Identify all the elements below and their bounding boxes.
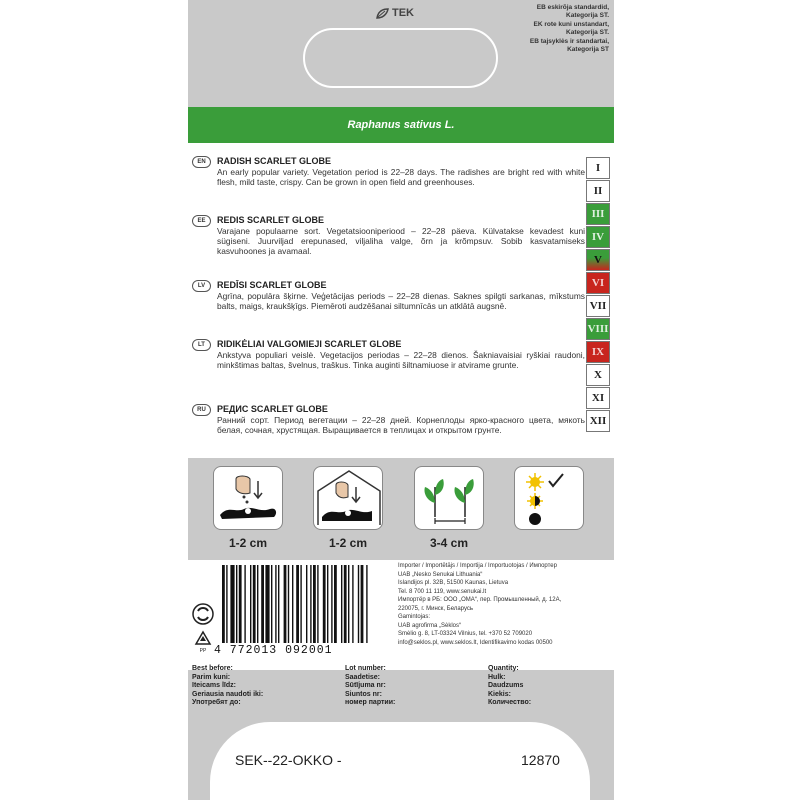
barcode-bar: [261, 565, 264, 643]
barcode-bar: [361, 565, 364, 643]
barcode-bar: [327, 565, 328, 643]
greenhouse-depth: 1-2 cm: [328, 536, 368, 550]
lang-text: Ранний сорт. Период вегетации – 22–28 дней. Корнеплоды ярко-красного цвета, мякоть белая, сочная, хрустящая. Выращивается в теплицах и открытом грунте.: [217, 415, 585, 435]
barcode-bar: [244, 565, 245, 643]
barcode-bar: [230, 565, 234, 643]
barcode-bar: [226, 565, 227, 643]
species-name: Raphanus sativus L.: [347, 119, 455, 131]
month-cell: IV: [586, 226, 610, 248]
divider: [192, 663, 610, 664]
open-field-sowing-icon: [214, 467, 284, 531]
barcode-bar: [284, 565, 287, 643]
barcode-digits: 4 772013 092001: [214, 644, 333, 657]
month-cell: XII: [586, 410, 610, 432]
barcode-bar: [334, 565, 337, 643]
month-cell: I: [586, 157, 610, 179]
barcode-bar: [292, 565, 293, 643]
month-cell: VI: [586, 272, 610, 294]
barcode-bar: [253, 565, 256, 643]
lang-text: Ankstyva populiari veislė. Vegetacijos periodas – 22–28 dienos. Šakniavaisiai ryškiai raudoni, minkštimas baltas, švelnus, traškus. Tinka auginti šiltnamiuose ir atvirame grunte.: [217, 350, 585, 370]
barcode-bar: [358, 565, 359, 643]
lang-title: REDĪSI SCARLET GLOBE: [217, 280, 327, 290]
importer-info: Importer / Importētājs / Importija / Importuotojas / Импортер UAB „Nesko Senukai Lithuania“ Islandijos pl. 32B, 51500 Kaunas, Lietuva Tel. 8 700 11 119, www.senukai.lt Импортёр в РБ: ООО „ОМА“, пер. Промышленный, д. 12А, 220075, г. Минск, Беларусь Gamintojas: UAB agrofirma „Sėklos“ Smėlio g. 8, LT-03324 Vilnius, tel. +370 52 709020 info@seklos.pl, www.seklos.lt, Identifikavimo kodas 00500: [398, 563, 562, 646]
month-cell: VII: [586, 295, 610, 317]
barcode-bar: [323, 565, 326, 643]
sun-shade-tile: [514, 466, 584, 530]
barcode-bar: [288, 565, 289, 643]
barcode-bar: [236, 565, 237, 643]
hang-slot: [303, 28, 498, 88]
brand-logo: [376, 7, 414, 19]
barcode-bar: [306, 565, 307, 643]
lang-code: LT: [192, 339, 211, 351]
certification-text: EB eskirõja standardid, Kategorija ST. EK rote kuni unstandart, Kategorija ST. EB tajsyklės ir standartai, Kategorija ST: [529, 4, 609, 54]
quantity-labels: Quantity: Hulk: Daudzums Kiekis: Количество:: [488, 665, 532, 706]
month-cell: V: [586, 249, 610, 271]
barcode-bar: [222, 565, 225, 643]
plant-spacing-tile: [414, 466, 484, 530]
leaf-icon: [376, 8, 389, 19]
barcode-bar: [250, 565, 251, 643]
month-cell: IX: [586, 341, 610, 363]
green-dot-icon: [192, 603, 214, 625]
open-field-sowing-tile: [213, 466, 283, 530]
lang-title: RADISH SCARLET GLOBE: [217, 156, 332, 166]
lang-title: RIDIKĖLIAI VALGOMIEJI SCARLET GLOBE: [217, 339, 402, 349]
month-cell: VIII: [586, 318, 610, 340]
barcode-bar: [366, 565, 367, 643]
barcode-bar: [239, 565, 242, 643]
barcode-bar: [341, 565, 342, 643]
best-before-labels: Best before: Parim kuni: Iteicams līdz: Geriausia naudoti iki: Употребят до:: [192, 665, 264, 706]
open-field-depth: 1-2 cm: [228, 536, 268, 550]
lang-code: RU: [192, 404, 211, 416]
lot-number: 12870: [521, 752, 560, 768]
barcode-bar: [344, 565, 347, 643]
barcode: [220, 565, 396, 645]
species-band: [188, 107, 614, 143]
sowing-calendar: [586, 157, 610, 433]
month-cell: III: [586, 203, 610, 225]
lang-code: EN: [192, 156, 211, 168]
barcode-bar: [348, 565, 349, 643]
seed-packet: [188, 0, 614, 800]
sun-shade-icon: [515, 467, 585, 531]
barcode-bar: [300, 565, 301, 643]
barcode-bar: [317, 565, 318, 643]
barcode-bar: [265, 565, 269, 643]
svg-text:PP: PP: [199, 648, 207, 654]
barcode-bar: [352, 565, 353, 643]
lang-text: An early popular variety. Vegetation period is 22–28 days. The radishes are bright red with white flesh, mild taste, crispy. Can be grown in open field and greenhouses.: [217, 167, 585, 187]
lang-title: РЕДИС SCARLET GLOBE: [217, 404, 328, 414]
barcode-bar: [296, 565, 299, 643]
barcode-bar: [257, 565, 258, 643]
lang-text: Agrīna, populāra šķirne. Veģetācijas periods – 22–28 dienas. Saknes spilgti sarkanas, mīkstums balts, maigs, kraukšķīgs. Piemēroti audzēšanai siltumnīcās un atklātā augsnē.: [217, 291, 585, 311]
lang-code: EE: [192, 215, 211, 227]
plant-spacing: 3-4 cm: [429, 536, 469, 550]
recycle-icon: [192, 630, 214, 654]
greenhouse-sowing-tile: [313, 466, 383, 530]
month-cell: XI: [586, 387, 610, 409]
lang-code: LV: [192, 280, 211, 292]
brand-name: TEK: [392, 7, 414, 19]
month-cell: X: [586, 364, 610, 386]
lang-title: REDIS SCARLET GLOBE: [217, 215, 325, 225]
barcode-bar: [278, 565, 279, 643]
lot-code: SEK--22-OKKO -: [235, 752, 342, 768]
month-cell: II: [586, 180, 610, 202]
barcode-bar: [275, 565, 276, 643]
barcode-bar: [313, 565, 316, 643]
description-panel: [188, 143, 614, 458]
barcode-bar: [271, 565, 272, 643]
greenhouse-sowing-icon: [314, 467, 384, 531]
lot-number-labels: Lot number: Saadetise: Sūtījuma nr: Siuntos nr: номер партии:: [345, 665, 396, 706]
barcode-bar: [331, 565, 332, 643]
barcode-bar: [310, 565, 311, 643]
plant-spacing-icon: [415, 467, 485, 531]
lang-text: Varajane populaarne sort. Vegetatsiooniperiood – 22–28 päeva. Külvatakse kevadest kuni sügiseni. Juurviljad erepunased, viljaliha valge, õrn ja krõmpsuv. Sobib kasvatamiseks kasvuhoones ja avamaal.: [217, 226, 585, 256]
